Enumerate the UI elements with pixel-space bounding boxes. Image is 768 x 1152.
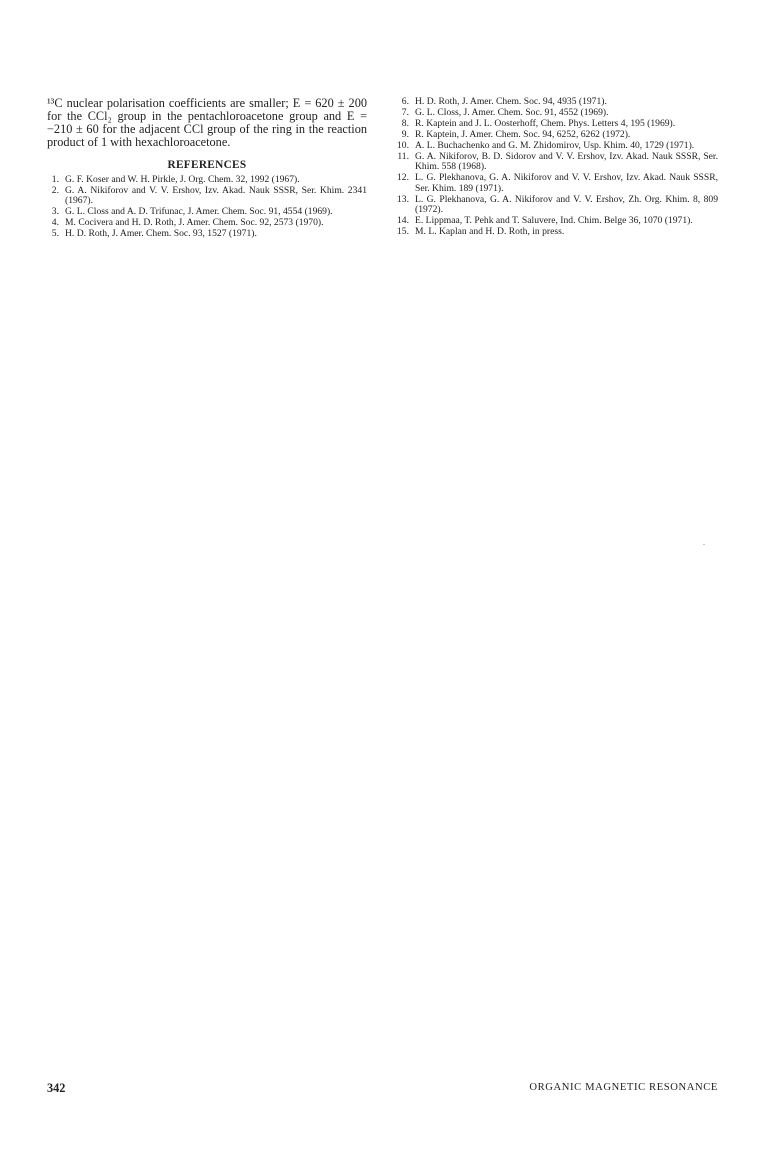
reference-text: G. A. Nikiforov and V. V. Ershov, Izv. Akad. Nauk SSSR, Ser. Khim. 2341 (1967). bbox=[65, 185, 367, 207]
reference-item bbox=[396, 141, 718, 151]
reference-item bbox=[396, 195, 718, 216]
reference-text: L. G. Plekhanova, G. A. Nikiforov and V. V. Ershov, Izv. Akad. Nauk SSSR, Ser. Khim. 189 (1971). bbox=[415, 172, 718, 194]
reference-number: 7. bbox=[401, 107, 409, 118]
reference-item bbox=[396, 227, 718, 237]
scan-speck bbox=[703, 544, 705, 545]
reference-number: 1. bbox=[51, 174, 59, 185]
body-paragraph: ¹³C nuclear polarisation coefficients are smaller; E = 620 ± 200 for the CCl₂ group in the pentachloroacetone group and E = −210 ± 60 for the adjacent CCl group of the ring in the reaction product of 1 with hexachloroacetone. bbox=[47, 96, 367, 149]
reference-number: 14. bbox=[397, 215, 409, 227]
reference-item bbox=[47, 207, 367, 217]
reference-item bbox=[396, 119, 718, 129]
reference-text: H. D. Roth, J. Amer. Chem. Soc. 94, 4935 (1971). bbox=[415, 96, 607, 107]
reference-text: L. G. Plekhanova, G. A. Nikiforov and V. V. Ershov, Zh. Org. Khim. 8, 809 (1972). bbox=[415, 193, 718, 216]
reference-item bbox=[47, 218, 367, 228]
journal-name: ORGANIC MAGNETIC RESONANCE bbox=[529, 1082, 718, 1093]
reference-number: 11. bbox=[397, 151, 409, 162]
reference-number: 4. bbox=[51, 217, 59, 229]
reference-text: R. Kaptein and J. L. Oosterhoff, Chem. Phys. Letters 4, 195 (1969). bbox=[415, 118, 676, 129]
reference-text: G. L. Closs, J. Amer. Chem. Soc. 91, 4552 (1969). bbox=[415, 107, 609, 118]
reference-text: H. D. Roth, J. Amer. Chem. Soc. 93, 1527 (1971). bbox=[65, 228, 257, 240]
reference-number: 3. bbox=[51, 206, 59, 218]
right-column bbox=[396, 97, 718, 238]
reference-number: 12. bbox=[397, 172, 409, 184]
reference-item bbox=[47, 229, 367, 239]
reference-list-right bbox=[396, 97, 718, 238]
reference-item bbox=[396, 130, 718, 140]
reference-number: 10. bbox=[397, 140, 409, 151]
reference-item bbox=[47, 186, 367, 207]
reference-text: R. Kaptein, J. Amer. Chem. Soc. 94, 6252, 6262 (1972). bbox=[415, 129, 631, 140]
reference-text: M. L. Kaplan and H. D. Roth, in press. bbox=[415, 226, 565, 238]
reference-number: 15. bbox=[397, 226, 409, 238]
reference-number: 2. bbox=[51, 185, 59, 196]
reference-item bbox=[396, 108, 718, 118]
references-heading: REFERENCES bbox=[167, 159, 247, 171]
reference-number: 6. bbox=[401, 96, 409, 107]
reference-list-left bbox=[47, 175, 367, 240]
page-number: 342 bbox=[47, 1081, 66, 1095]
reference-text: M. Cocivera and H. D. Roth, J. Amer. Chem. Soc. 92, 2573 (1970). bbox=[65, 217, 324, 229]
reference-item bbox=[396, 152, 718, 173]
left-column bbox=[47, 97, 367, 240]
reference-number: 13. bbox=[397, 193, 409, 205]
reference-text: G. L. Closs and A. D. Trifunac, J. Amer. Chem. Soc. 91, 4554 (1969). bbox=[65, 206, 333, 218]
reference-item bbox=[396, 216, 718, 226]
reference-item bbox=[396, 173, 718, 194]
reference-text: G. A. Nikiforov, B. D. Sidorov and V. V. Ershov, Izv. Akad. Nauk SSSR, Ser. Khim. 558 (1968). bbox=[415, 151, 718, 173]
reference-item bbox=[396, 97, 718, 107]
reference-text: A. L. Buchachenko and G. M. Zhidomirov, Usp. Khim. 40, 1729 (1971). bbox=[415, 140, 695, 151]
reference-number: 9. bbox=[401, 129, 409, 140]
reference-number: 5. bbox=[51, 228, 59, 240]
reference-text: E. Lippmaa, T. Pehk and T. Saluvere, Ind. Chim. Belge 36, 1070 (1971). bbox=[415, 215, 693, 227]
reference-item bbox=[47, 175, 367, 185]
reference-text: G. F. Koser and W. H. Pirkle, J. Org. Chem. 32, 1992 (1967). bbox=[65, 174, 300, 185]
reference-number: 8. bbox=[401, 118, 409, 129]
